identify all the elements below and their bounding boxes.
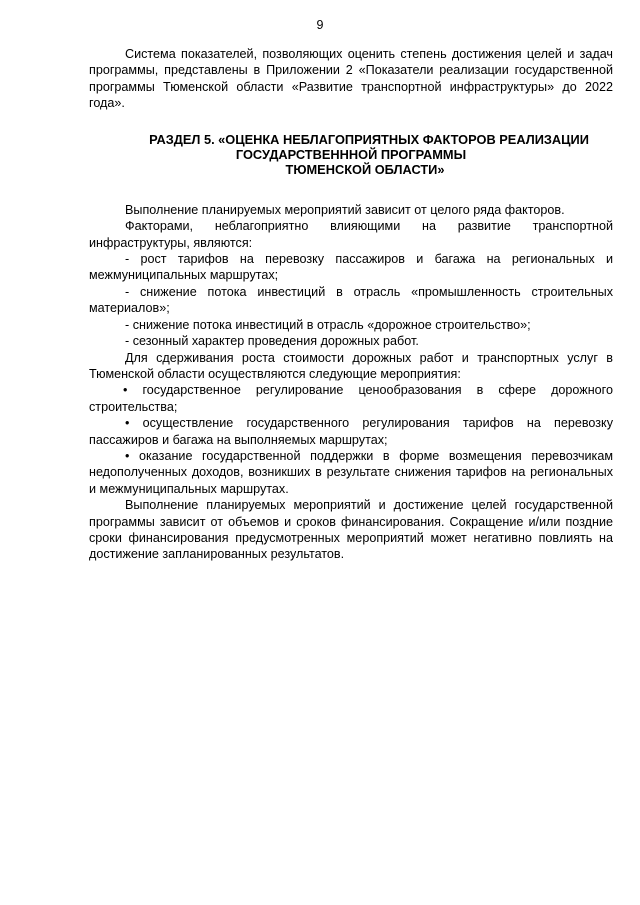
bullet-item-pricing-regulation: • государственное регулирование ценообразования в сфере дорожного строительства; bbox=[89, 383, 613, 414]
section-heading-line-3: ТЮМЕНСКОЙ ОБЛАСТИ» bbox=[285, 162, 445, 178]
bullet-item-state-support: • оказание государственной поддержки в форме возмещения перевозчикам недополученных доходов, возникших в результате снижения тарифов на региональных и межмуниципальных маршрутах. bbox=[89, 448, 613, 496]
document-body bbox=[89, 46, 613, 563]
list-item-seasonal: - сезонный характер проведения дорожных работ. bbox=[125, 334, 419, 349]
section-heading-line-1: РАЗДЕЛ 5. «ОЦЕНКА НЕБЛАГОПРИЯТНЫХ ФАКТОРОВ РЕАЛИЗАЦИИ bbox=[149, 131, 589, 147]
list-item-investment-road: - снижение потока инвестиций в отрасль «дорожное строительство»; bbox=[125, 317, 531, 332]
paragraph-financing: Выполнение планируемых мероприятий и достижение целей государственной программы зависит от объемов и сроков финансирования. Сокращение и/или поздние сроки финансирования предусмотренных мероприятий может негативно повлиять на достижение запланированных результатов. bbox=[89, 498, 613, 562]
paragraph-factors-list-lead: Факторами, неблагоприятно влияющими на развитие транспортной инфраструктуры, являются: bbox=[89, 219, 613, 250]
section-heading bbox=[89, 132, 613, 178]
section-heading-line-2: ГОСУДАРСТВЕНННОЙ ПРОГРАММЫ bbox=[235, 147, 467, 163]
paragraph-measures-lead: Для сдерживания роста стоимости дорожных работ и транспортных услуг в Тюменской области осуществляются следующие мероприятия: bbox=[89, 350, 613, 381]
paragraph-factors-intro: Выполнение планируемых мероприятий зависит от целого ряда факторов. bbox=[125, 202, 565, 217]
list-item-tariff-growth: - рост тарифов на перевозку пассажиров и багажа на региональных и межмуниципальных маршрутах; bbox=[89, 252, 613, 283]
page-number: 9 bbox=[316, 18, 324, 32]
intro-paragraph: Система показателей, позволяющих оценить степень достижения целей и задач программы, представлены в Приложении 2 «Показатели реализации государственной программы Тюменской области «Развитие транспортной инфраструктуры» до 2022 года». bbox=[89, 47, 613, 111]
list-item-investment-materials: - снижение потока инвестиций в отрасль «промышленность строительных материалов»; bbox=[89, 284, 613, 316]
bullet-item-tariff-regulation: • осуществление государственного регулирования тарифов на перевозку пассажиров и багажа на выполняемых маршрутах; bbox=[89, 416, 613, 447]
